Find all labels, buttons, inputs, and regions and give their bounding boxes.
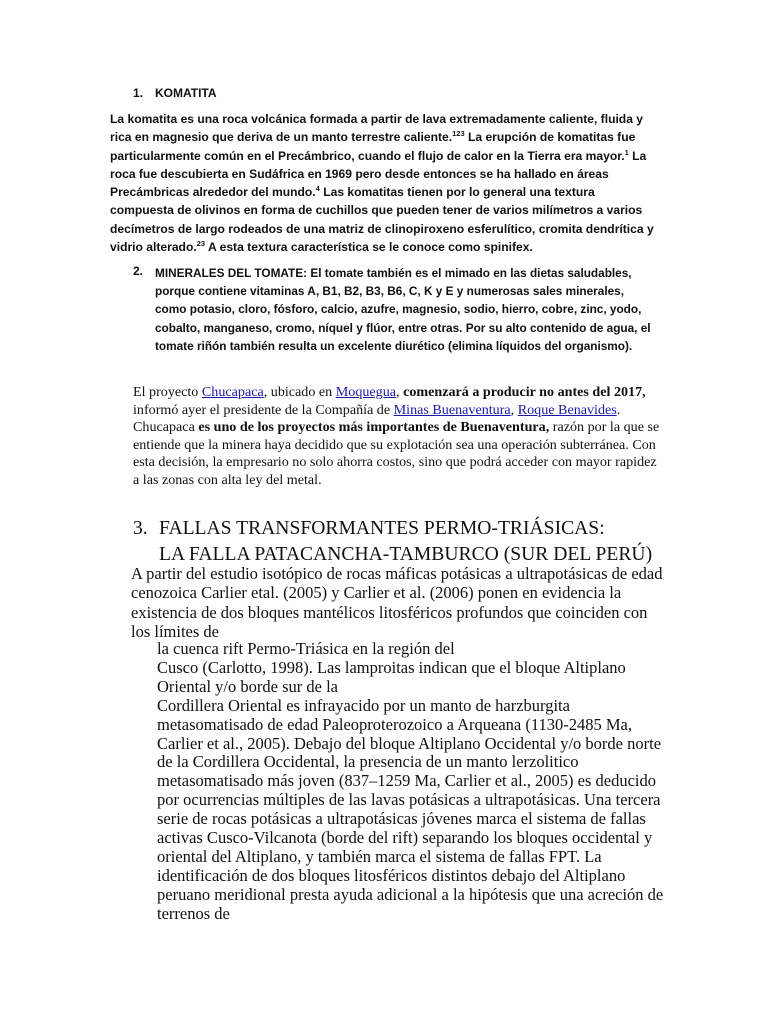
text-span: ,: [510, 401, 518, 418]
link-chucapaca[interactable]: Chucapaca: [201, 384, 264, 400]
section1-title: KOMATITA: [155, 86, 217, 100]
section1-paragraph: [110, 110, 658, 256]
section3-number: 3.: [133, 518, 148, 539]
chucapaca-paragraph: [133, 384, 661, 490]
section1-text-c: La roca fue descubierta en Sudáfrica en 1969 pero desde entonces se ha hallado en áreas Precámbricas alrededor del mundo.: [110, 148, 647, 200]
footnote-ref: 123: [452, 129, 465, 139]
link-minas-buenaventura[interactable]: Minas Buenaventura: [393, 401, 511, 418]
section2-paragraph: MINERALES DEL TOMATE: El tomate también es el mimado en las dietas saludables, porque contiene vitaminas A, B1, B2, B3, B6, C, K y E y numerosas sales minerales, como potasio, cloro, fósforo, calcio, azufre, magnesio, sodio, hierro, cobre, zinc, yodo, cobalto, manganeso, cromo, níquel y flúor, entre otras. Por su alto contenido de agua, el tomate riñón también resulta un excelente diurético (elimina líquidos del organismo).: [155, 266, 651, 353]
section3-para2-line1: la cuenca rift Permo-Triásica en la región del: [157, 639, 455, 658]
section1-text-b: La erupción de komatitas fue particularmente común en el Precámbrico, cuando el flujo de calor en la Tierra era mayor.: [110, 130, 636, 163]
text-span: razón por la que se entiende que la minera haya decidido que su explotación sea una operación subterránea. Con esta decisión, la empresario no solo ahorra costos, sino que podrá acceder con mayor rapidez a las zonas con alta ley del metal.: [133, 419, 660, 488]
link-roque-benavides[interactable]: Roque Benavides: [517, 401, 617, 418]
section3-paragraph2: [157, 640, 677, 924]
section1-heading: [133, 86, 217, 100]
section1-number: 1.: [133, 86, 144, 100]
text-span: , ubicado en: [263, 384, 336, 400]
footnote-ref: 1: [624, 147, 629, 157]
text-span: informó ayer el presidente de la Compañía de: [133, 401, 394, 418]
text-span: ,: [396, 384, 404, 400]
section3-title-line2: LA FALLA PATACANCHA-TAMBURCO (SUR DEL PERÚ): [159, 544, 653, 565]
text-span: El proyecto: [133, 384, 202, 400]
section1-text-d: Las komatitas tienen por lo general una textura compuesta de olivinos en forma de cuchillos que pueden tener de varios milímetros a varios decímetros de largo rodeados de una matriz de clinopiroxeno esferulítico, cromita dendrítica y vidrio alterado.: [110, 185, 654, 255]
link-moquegua[interactable]: Moquegua: [335, 384, 397, 400]
section3-para2-body: Cordillera Oriental es infrayacido por un manto de harzburgita metasomatisado de edad Paleoproterozoico a Arqueana (1130-2485 Ma, Carlier et al., 2005). Debajo del bloque Altiplano Occidental y/o borde norte de la Cordillera Occidental, la presencia de un manto lerzolitico metasomatisado más joven (837–1259 Ma, Carlier et al., 2005) es deducido por ocurrencias múltiples de las lavas potásicas a ultrapotásicas. Una tercera serie de rocas potásicas a ultrapotásicas jóvenes marca el sistema de fallas activas Cusco-Vilcanota (borde del rift) separando los bloques occidental y oriental del Altiplano, y también marca el sistema de fallas FPT. La identificación de dos bloques litosféricos distintos debajo del Altiplano peruano meridional presta ayuda adicional a la hipótesis que una acreción de terrenos de: [157, 695, 664, 923]
section1-text-a: La komatita es una roca volcánica formada a partir de lava extremadamente caliente, fluida y rica en magnesio que deriva de un manto terrestre caliente.: [110, 112, 644, 145]
footnote-ref: 23: [196, 239, 206, 249]
bold-text: es uno de los proyectos más importantes de Buenaventura,: [198, 419, 550, 436]
bold-text: comenzará a producir no antes del 2017,: [403, 384, 646, 400]
section2-number: 2.: [133, 264, 144, 278]
section3-paragraph1: A partir del estudio isotópico de rocas máficas potásicas a ultrapotásicas de edad cenozoica Carlier etal. (2005) y Carlier et al. (2006) ponen en evidencia la existencia de dos bloques mantélicos litosféricos profundos que coinciden con los límites de: [131, 564, 663, 641]
footnote-ref: 4: [315, 184, 320, 194]
text-span: . Chucapaca: [133, 401, 621, 436]
section3-title-line1: FALLAS TRANSFORMANTES PERMO-TRIÁSICAS:: [159, 518, 605, 539]
section1-text-e: A esta textura característica se le conoce como spinifex.: [205, 240, 533, 255]
section3-para2-line2: Cusco (Carlotto, 1998). Las lamproitas indican que el bloque Altiplano Oriental y/o borde sur de la: [157, 657, 626, 696]
